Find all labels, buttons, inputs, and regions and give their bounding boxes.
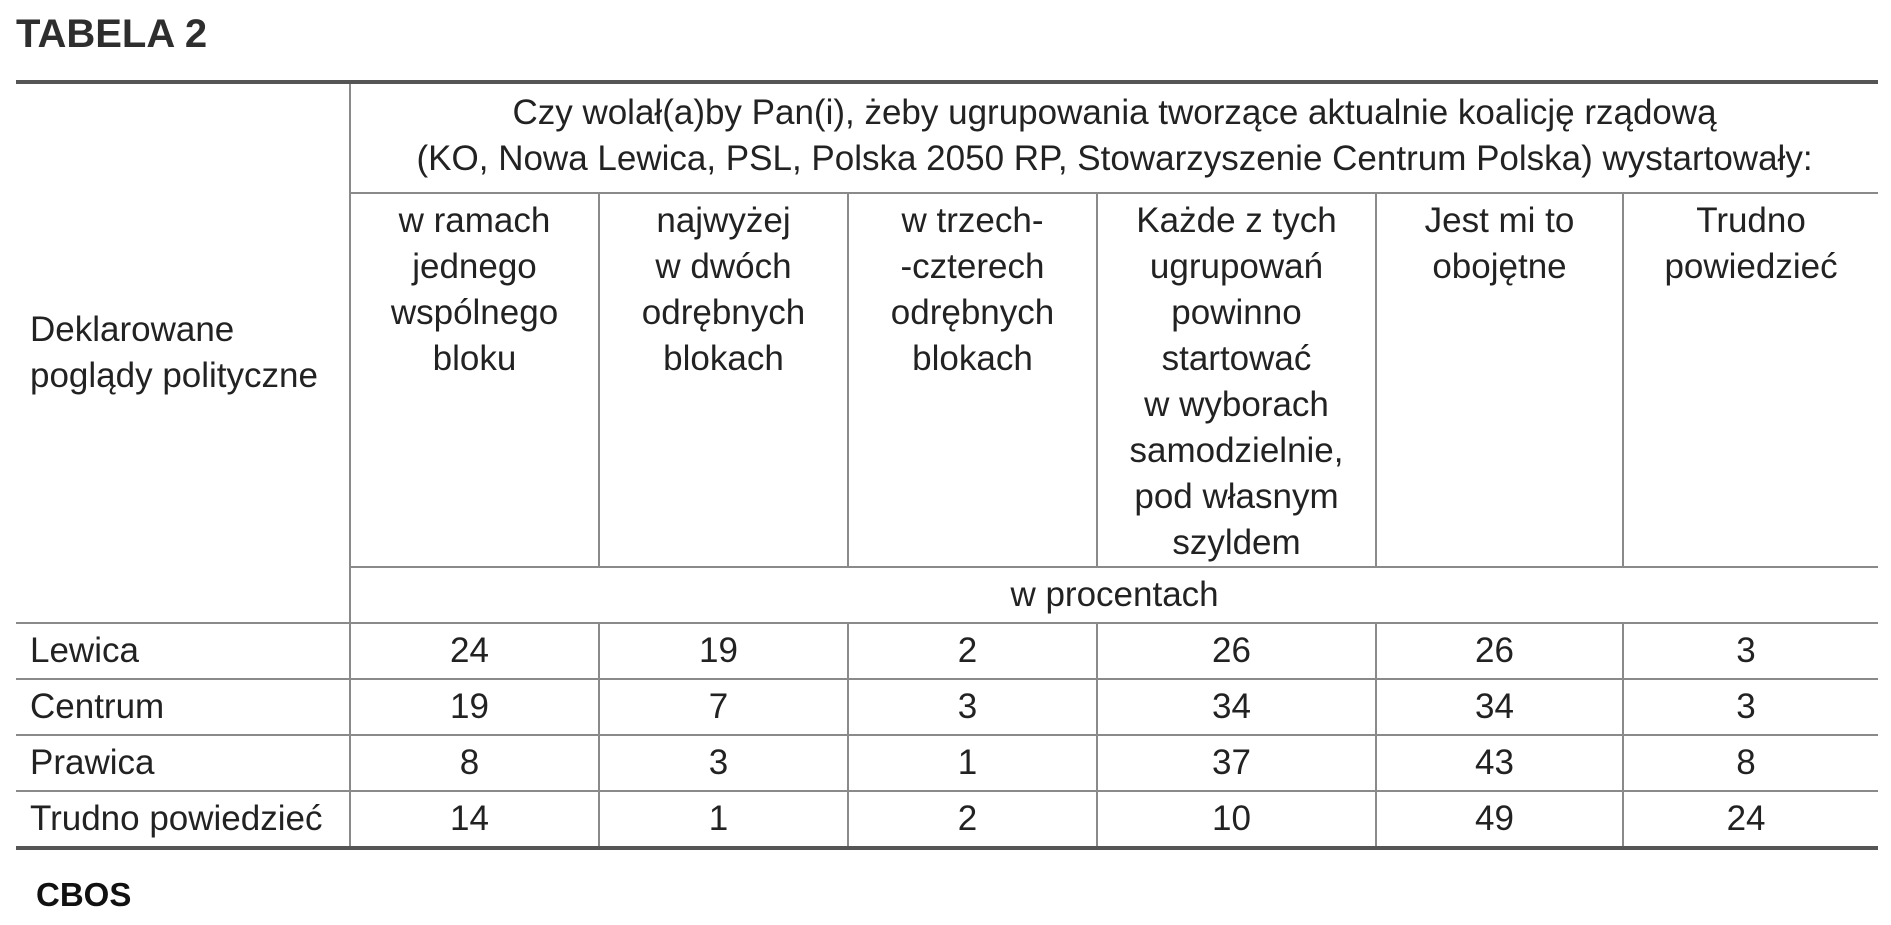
table-cell: 10 <box>1097 791 1376 848</box>
table-row <box>16 791 1878 848</box>
table-cell: 3 <box>1623 679 1878 735</box>
column-header <box>599 193 848 567</box>
table-cell: 26 <box>1376 623 1623 679</box>
table-cell: 2 <box>848 623 1097 679</box>
table-title: TABELA 2 <box>16 12 208 56</box>
table-cell: 1 <box>848 735 1097 791</box>
table-row <box>16 735 1878 791</box>
column-header-line: odrębnych <box>641 293 806 332</box>
table-cell: 1 <box>599 791 848 848</box>
column-header-line: ugrupowań <box>1149 247 1324 286</box>
column-header-line: w trzech- <box>901 201 1044 240</box>
column-header-line: powiedzieć <box>1664 247 1838 286</box>
question-line: Czy wolał(a)by Pan(i), żeby ugrupowania tworzące aktualnie koalicję rządową <box>512 93 1717 132</box>
column-header-line: w dwóch <box>655 247 792 286</box>
table-cell: 24 <box>1623 791 1878 848</box>
column-header-line: szyldem <box>1172 523 1301 562</box>
table-cell: 26 <box>1097 623 1376 679</box>
column-header-line: Każde z tych <box>1136 201 1337 240</box>
column-header <box>1623 193 1878 567</box>
column-header-line: Jest mi to <box>1424 201 1575 240</box>
table-row <box>16 679 1878 735</box>
table-cell: 2 <box>848 791 1097 848</box>
table-cell: 7 <box>599 679 848 735</box>
column-header <box>1097 193 1376 567</box>
table-cell: 8 <box>350 735 599 791</box>
data-table <box>16 80 1878 850</box>
column-header-line: obojętne <box>1432 247 1567 286</box>
table-cell: 3 <box>599 735 848 791</box>
column-header-line: blokach <box>663 339 784 378</box>
column-header <box>1376 193 1623 567</box>
question-header <box>350 82 1878 193</box>
column-header-line: w ramach <box>398 201 551 240</box>
column-header-line: blokach <box>912 339 1033 378</box>
question-line: (KO, Nowa Lewica, PSL, Polska 2050 RP, Stowarzyszenie Centrum Polska) wystartowały: <box>416 139 1813 178</box>
column-header-line: w wyborach <box>1144 385 1329 424</box>
table-cell: 19 <box>599 623 848 679</box>
column-header-line: pod własnym <box>1134 477 1339 516</box>
table-cell: 24 <box>350 623 599 679</box>
column-header-line: -czterech <box>900 247 1045 286</box>
source-label: CBOS <box>36 876 132 913</box>
table-cell: 34 <box>1376 679 1623 735</box>
table-row <box>16 623 1878 679</box>
column-header-line: jednego <box>412 247 537 286</box>
column-header-line: wspólnego <box>390 293 559 332</box>
column-header-line: startować <box>1161 339 1312 378</box>
table-cell: 14 <box>350 791 599 848</box>
column-header-line: Trudno <box>1696 201 1806 240</box>
row-label: Centrum <box>16 679 350 735</box>
column-header-line: najwyżej <box>656 201 791 240</box>
column-header-line: odrębnych <box>890 293 1055 332</box>
row-header-text: Deklarowane poglądy polityczne <box>30 310 318 395</box>
table-cell: 19 <box>350 679 599 735</box>
column-header-line: bloku <box>432 339 517 378</box>
column-header-line: samodzielnie, <box>1129 431 1344 470</box>
table-cell: 3 <box>848 679 1097 735</box>
table-cell: 3 <box>1623 623 1878 679</box>
table-cell: 49 <box>1376 791 1623 848</box>
row-header <box>16 82 350 623</box>
unit-label: w procentach <box>350 567 1878 623</box>
column-header <box>350 193 599 567</box>
column-header <box>848 193 1097 567</box>
column-header-line: powinno <box>1171 293 1302 332</box>
table-cell: 8 <box>1623 735 1878 791</box>
table-cell: 34 <box>1097 679 1376 735</box>
table-cell: 43 <box>1376 735 1623 791</box>
row-label: Lewica <box>16 623 350 679</box>
table-cell: 37 <box>1097 735 1376 791</box>
row-label: Prawica <box>16 735 350 791</box>
row-label: Trudno powiedzieć <box>16 791 350 848</box>
